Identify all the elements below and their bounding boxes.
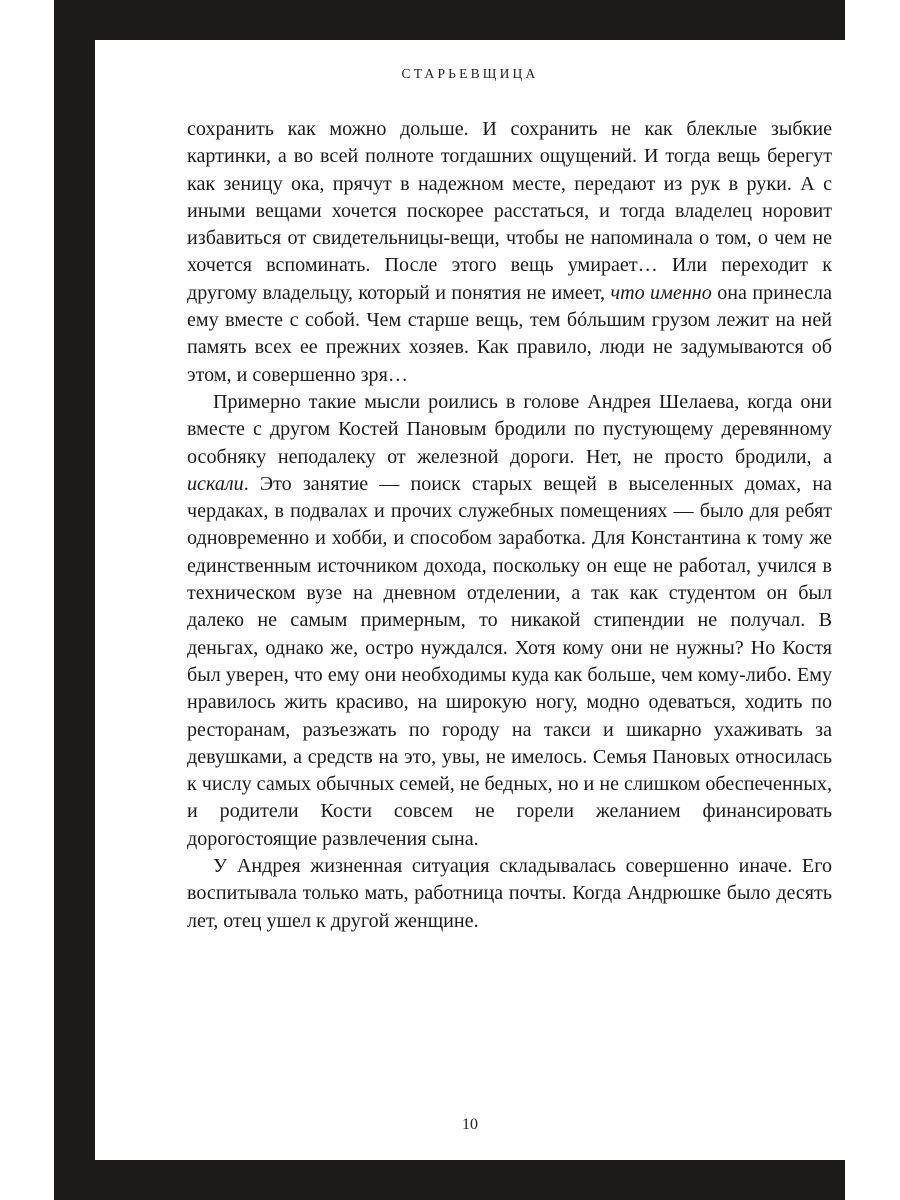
dark-border-bottom <box>54 1160 845 1200</box>
body-text <box>187 116 832 935</box>
text-run: она принесла ему вместе с собой. Чем старше вещь, тем бóльшим грузом лежит на ней память всех ее прежних хозяев. Как правило, люди не задумываются об этом, и совершенно зря… <box>187 281 832 386</box>
paragraph <box>187 116 832 389</box>
text-run: У Андрея жизненная ситуация складывалась совершенно иначе. Его воспитывала только мать, работница почты. Когда Андрюшке было десять лет, отец ушел к другой женщине. <box>187 855 832 932</box>
text-run: Примерно такие мысли роились в голове Андрея Шелаева, когда они вместе с другом Костей Пановым бродили по пустующему деревянному особняку неподалеку от железной дороги. Нет, не просто бродили, а <box>187 390 832 468</box>
italic-run: искали <box>187 472 244 495</box>
paragraph <box>187 853 832 935</box>
text-run: сохранить как можно дольше. И сохранить не как блеклые зыбкие картинки, а во всей полноте тогдашних ощущений. И тогда вещь берегут как зеницу ока, прячут в надежном месте, передают из рук в руки. А с иными вещами хочется поскорее расстаться, и тогда владелец норовит избавиться от свидетельницы-вещи, чтобы не напоминала о том, о чем не хочется вспоминать. После этого вещь умирает… Или переходит к другому владельцу, который и понятия не имеет, <box>187 118 832 304</box>
italic-run: что именно <box>610 281 712 304</box>
running-head: СТАРЬЕВЩИЦА <box>401 66 539 81</box>
page-number: 10 <box>462 1116 478 1133</box>
book-page <box>95 40 845 1160</box>
dark-border-top <box>54 0 845 40</box>
paragraph <box>187 389 832 853</box>
dark-border-left <box>54 0 95 1160</box>
text-run: . Это занятие — поиск старых вещей в выселенных домах, на чердаках, в подвалах и прочих служебных помещениях — было для ребят одновременно и хобби, и способом заработка. Для Константина к тому же единственным источником дохода, поскольку он еще не работал, учился в техническом вузе на дневном отделении, а так как студентом он был далеко не самым примерным, то никакой стипендии не получал. В деньгах, однако же, остро нуждался. Хотя кому они не нужны? Но Костя был уверен, что ему они необходимы куда как больше, чем кому-либо. Ему нравилось жить красиво, на широкую ногу, модно одеваться, ходить по ресторанам, разъезжать по городу на такси и шикарно ухаживать за девушками, а средств на это, увы, не имелось. Семья Пановых относилась к числу самых обычных семей, не бедных, но и не слишком обеспеченных, и родители Кости совсем не горели желанием финансировать дорогостоящие развлечения сына. <box>187 472 832 850</box>
